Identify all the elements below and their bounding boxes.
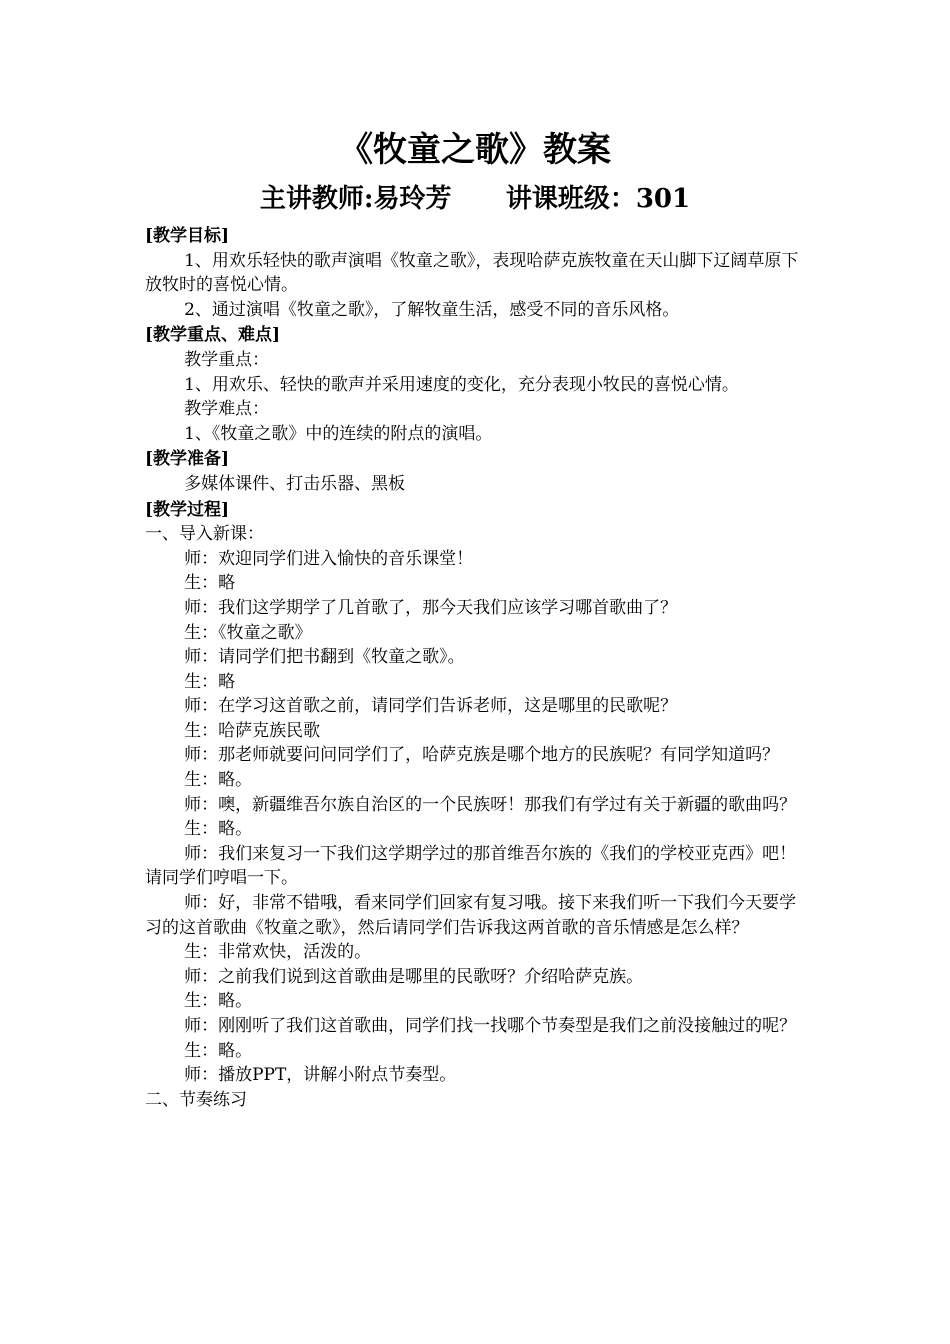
- paragraph: 教学难点：: [184, 399, 270, 420]
- paragraph: 教学重点：: [184, 349, 270, 370]
- dialogue-line: 师：那老师就要问问同学们了，哈萨克族是哪个地方的民族呢？有同学知道吗？: [184, 745, 780, 766]
- subsection-heading: 二、节奏练习: [145, 1089, 247, 1110]
- dialogue-line: 师：请同学们把书翻到《牧童之歌》。: [184, 647, 465, 668]
- paragraph: 1、用欢乐、轻快的歌声并采用速度的变化，充分表现小牧民的喜悦心情。: [184, 374, 739, 395]
- dialogue-line: 生：非常欢快，活泼的。: [184, 942, 372, 963]
- dialogue-line: 生：略。: [184, 770, 253, 791]
- section-heading-key-points: [教学重点、难点]: [145, 325, 281, 346]
- document-title: 《牧童之歌》教案: [339, 130, 611, 170]
- subsection-heading: 一、导入新课：: [145, 524, 264, 545]
- dialogue-line: 师：好，非常不错哦，看来同学们回家有复习哦。接下来我们听一下我们今天要学习的这首歌曲《牧童之歌》，然后请同学们告诉我这两首歌的音乐情感是怎么样？: [145, 893, 797, 938]
- section-heading-preparation: [教学准备]: [145, 449, 230, 470]
- section-heading-process: [教学过程]: [145, 499, 230, 520]
- dialogue-line: 师：噢，新疆维吾尔族自治区的一个民族呀！那我们有学过有关于新疆的歌曲吗？: [184, 794, 797, 815]
- dialogue-line: 生：哈萨克族民歌: [184, 720, 321, 741]
- dialogue-line: 生：《牧童之歌》: [184, 622, 312, 643]
- section-heading-objectives: [教学目标]: [145, 226, 230, 246]
- document-body: [145, 223, 810, 1112]
- document-subtitle: 主讲教师:易玲芳 讲课班级：301: [259, 184, 691, 214]
- dialogue-line: 师：播放PPT，讲解小附点节奏型。: [184, 1065, 457, 1086]
- paragraph: 2、通过演唱《牧童之歌》，了解牧童生活，感受不同的音乐风格。: [184, 299, 680, 320]
- dialogue-line: 生：略: [184, 573, 236, 594]
- dialogue-line: 师：在学习这首歌之前，请同学们告诉老师，这是哪里的民歌呢？: [184, 696, 678, 717]
- dialogue-line: 生：略。: [184, 991, 253, 1012]
- dialogue-line: 师：刚刚听了我们这首歌曲，同学们找一找哪个节奏型是我们之前没接触过的呢？: [184, 1016, 797, 1036]
- dialogue-line: 师：欢迎同学们进入愉快的音乐课堂！: [184, 548, 474, 569]
- paragraph: 1、用欢乐轻快的歌声演唱《牧童之歌》，表现哈萨克族牧童在天山脚下辽阔草原下放牧时的喜悦心情。: [145, 250, 799, 296]
- dialogue-line: 师：我们来复习一下我们这学期学过的那首维吾尔族的《我们的学校亚克西》吧！请同学们哼唱一下。: [145, 843, 797, 889]
- dialogue-line: 师：之前我们说到这首歌曲是哪里的民歌呀？介绍哈萨克族。: [184, 966, 644, 987]
- dialogue-line: 生：略。: [184, 819, 253, 840]
- paragraph: 多媒体课件、打击乐器、黑板: [184, 473, 406, 494]
- paragraph: 1、《牧童之歌》中的连续的附点的演唱。: [184, 423, 493, 444]
- dialogue-line: 师：我们这学期学了几首歌了，那今天我们应该学习哪首歌曲了？: [184, 597, 678, 618]
- dialogue-line: 生：略。: [184, 1040, 253, 1061]
- dialogue-line: 生：略: [184, 671, 236, 692]
